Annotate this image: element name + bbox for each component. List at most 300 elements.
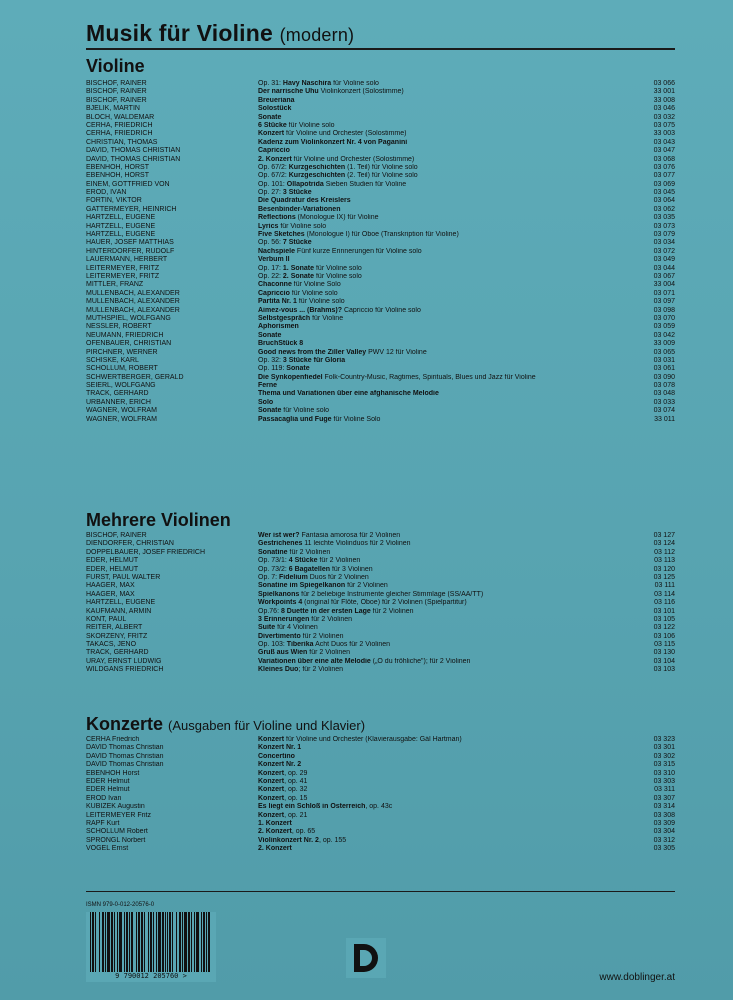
work-name: Nachspiele	[258, 247, 295, 255]
work-description: PWV 12 für Violine	[366, 348, 427, 356]
barcode-bar	[111, 912, 113, 972]
composer-name: ERÖD, IVÁN	[86, 189, 127, 197]
work-description: für 2 Violinen	[317, 557, 361, 565]
work-title	[258, 845, 678, 853]
catalog-number: 03 067	[653, 272, 675, 280]
catalog-number: 03 044	[653, 264, 675, 272]
list-item	[86, 88, 675, 96]
work-name: Konzert	[258, 769, 285, 777]
work-description: für Violine solo	[281, 407, 330, 415]
work-description: für Violine Solo	[331, 415, 381, 423]
work-title	[258, 97, 678, 105]
barcode-bar	[150, 912, 152, 972]
work-description: (Monologue I) für Oboe (Transkription für Violine)	[304, 231, 459, 239]
composer-name: CERHA, FRIEDRICH	[86, 121, 153, 129]
work-name: Breueriana	[258, 96, 295, 104]
footer-rule	[86, 891, 675, 892]
catalog-number: 03 122	[653, 624, 675, 632]
work-name: Konzert Nr. 2	[258, 761, 302, 769]
composer-name: RAPF Kurt	[86, 819, 120, 827]
catalog-number: 03 111	[654, 582, 675, 590]
catalog-number: 03 309	[653, 819, 675, 827]
barcode-bar	[119, 912, 122, 972]
barcode-bar	[138, 912, 140, 972]
work-description: Folk-Country-Music, Ragtimes, Spirituals, Blues und Jazz für Violine	[322, 373, 536, 381]
work-description: , op. 41	[284, 777, 308, 785]
section-heading: Violine	[86, 56, 145, 76]
work-title	[258, 340, 678, 348]
barcode-bar	[90, 912, 91, 972]
work-description: (Monologue IX) für Violine	[295, 214, 379, 222]
list-item	[86, 80, 675, 88]
list-item	[86, 828, 675, 836]
composer-name: OFENBAUER, CHRISTIAN	[86, 340, 172, 348]
catalog-number: 03 106	[653, 632, 675, 640]
work-name: Solo	[258, 398, 274, 406]
section-list	[86, 80, 675, 424]
work-name: 2. Sonate	[282, 272, 315, 280]
work-title	[258, 795, 678, 803]
work-opus: Op. 56:	[258, 239, 283, 247]
work-name: Kurzgeschichten	[288, 172, 346, 180]
catalog-number: 03 042	[653, 331, 675, 339]
work-title	[258, 156, 678, 164]
work-description: für Violine solo	[314, 272, 362, 280]
composer-name: LAUERMANN, HERBERT	[86, 256, 168, 264]
list-item	[86, 206, 675, 214]
work-title	[258, 130, 678, 138]
work-title	[258, 599, 678, 607]
work-name: Aphorismen	[258, 323, 299, 331]
work-title	[258, 633, 678, 641]
work-title	[258, 416, 678, 424]
work-title	[258, 778, 678, 786]
catalog-number: 03 130	[653, 649, 675, 657]
composer-name: MITTLER, FRANZ	[86, 281, 144, 289]
list-item	[86, 298, 675, 306]
catalog-number: 03 065	[653, 348, 675, 356]
catalog-number: 03 079	[653, 231, 675, 239]
list-item	[86, 147, 675, 155]
work-name: Partita Nr. 1	[258, 298, 297, 306]
barcode-bar	[203, 912, 205, 972]
work-title	[258, 231, 678, 239]
list-item	[86, 223, 675, 231]
publisher-url[interactable]: www.doblinger.at	[599, 972, 675, 983]
catalog-number: 03 305	[653, 845, 675, 853]
composer-name: EDER, HELMUT	[86, 557, 139, 565]
work-title	[258, 641, 678, 649]
work-title	[258, 122, 678, 130]
catalog-number: 03 032	[653, 113, 675, 121]
work-description: für 2 Violinen	[309, 615, 353, 623]
work-title	[258, 80, 678, 88]
list-item	[86, 390, 675, 398]
barcode-bar	[208, 912, 210, 972]
list-item	[86, 557, 675, 565]
composer-name: SCHOLLUM Robert	[86, 828, 148, 836]
work-title	[258, 837, 678, 845]
work-name: Die Synkopenfiedel	[258, 373, 323, 381]
barcode-bar	[153, 912, 154, 972]
list-item	[86, 540, 675, 548]
work-name: Sonate	[258, 331, 282, 339]
work-title	[258, 532, 678, 540]
work-opus: Op. 17:	[258, 264, 283, 272]
work-name: Der narrische Uhu	[258, 88, 319, 96]
list-item	[86, 130, 675, 138]
work-title	[258, 307, 678, 315]
list-item	[86, 736, 675, 744]
work-opus: Op.76:	[258, 607, 281, 615]
work-title	[258, 239, 678, 247]
work-name: Chaconne	[258, 281, 292, 289]
barcode-bar	[188, 912, 190, 972]
work-opus: Op. 73/2:	[258, 565, 289, 573]
work-opus: Op. 67/2:	[258, 172, 289, 180]
work-name: Konzert Nr. 1	[258, 744, 302, 752]
work-title	[258, 803, 678, 811]
work-name: Divertimento	[258, 632, 301, 640]
composer-name: MÜLLENBACH, ALEXANDER	[86, 289, 180, 297]
work-title	[258, 298, 678, 306]
catalog-number: 03 301	[653, 744, 675, 752]
barcode-bar	[144, 912, 145, 972]
work-description: für 2 Violinen	[307, 649, 351, 657]
work-description: , op. 21	[284, 811, 308, 819]
work-name: Sonatine im Spiegelkanon	[258, 582, 346, 590]
composer-name: HAAGER, MAX	[86, 590, 135, 598]
work-opus: Op. 101:	[258, 180, 287, 188]
composer-name: EDER Helmut	[86, 786, 130, 794]
work-title	[258, 223, 678, 231]
composer-name: WILDGANS FRIEDRICH	[86, 666, 164, 674]
work-description: , op. 29	[284, 769, 308, 777]
work-title	[258, 273, 678, 281]
catalog-number: 33 003	[653, 130, 675, 138]
catalog-number: 03 101	[653, 607, 675, 615]
barcode-bars	[90, 912, 212, 972]
catalog-number: 03 070	[653, 314, 675, 322]
list-item	[86, 248, 675, 256]
work-title	[258, 582, 678, 590]
work-description: , op. 15	[284, 794, 308, 802]
catalog-number: 03 049	[653, 256, 675, 264]
composer-name: KUBIZEK Augustin	[86, 803, 145, 811]
catalog-number: 03 031	[653, 356, 675, 364]
work-title	[258, 181, 678, 189]
barcode-digits: 9 790012 205760 >	[115, 972, 187, 980]
composer-name: HARTZELL, EUGENE	[86, 214, 156, 222]
composer-name: FÜRST, PAUL WALTER	[86, 573, 161, 581]
work-name: Five Sketches	[258, 231, 305, 239]
work-opus: Op. 73/1:	[258, 557, 289, 565]
catalog-number: 03 072	[653, 247, 675, 255]
composer-name: CERHA Friedrich	[86, 736, 140, 743]
work-title	[258, 357, 678, 365]
work-description: 11 leichte Violinduos für 2 Violinen	[302, 540, 411, 548]
work-opus: Op. 22:	[258, 272, 283, 280]
work-title	[258, 770, 678, 778]
list-item	[86, 416, 675, 424]
work-name: Kleines Duo	[258, 666, 299, 674]
work-title	[258, 624, 678, 632]
list-item	[86, 231, 675, 239]
catalog-number: 33 009	[653, 340, 675, 348]
composer-name: VOGEL Ernst	[86, 845, 129, 853]
work-description: Violinkonzert (Solostimme)	[318, 88, 404, 96]
work-title	[258, 407, 678, 415]
work-title	[258, 315, 678, 323]
work-description: (2. Teil) für Violine solo	[345, 172, 418, 180]
composer-name: SCHOLLUM, ROBERT	[86, 365, 158, 373]
list-item	[86, 666, 675, 674]
work-title	[258, 658, 678, 666]
barcode-bar	[148, 912, 149, 972]
work-title	[258, 549, 678, 557]
catalog-number: 03 103	[653, 666, 675, 674]
work-name: Gruß aus Wien	[258, 649, 308, 657]
list-item	[86, 753, 675, 761]
barcode-bar	[126, 912, 128, 972]
composer-name: HARTZELL, EUGENE	[86, 599, 156, 607]
work-name: Concertino	[258, 752, 295, 760]
work-name: Capriccio	[258, 289, 290, 297]
list-item	[86, 624, 675, 632]
catalog-number: 03 035	[653, 214, 675, 222]
composer-name: HAUER, JOSEF MATTHIAS	[86, 239, 174, 247]
catalog-number: 03 077	[653, 172, 675, 180]
work-name: Besenbinder-Variationen	[258, 205, 341, 213]
list-item	[86, 574, 675, 582]
work-description: (original für Flöte, Oboe) für 2 Violinen (Spielpartitur)	[302, 599, 467, 607]
work-opus: Op. 7:	[258, 573, 280, 581]
composer-name: EINEM, GOTTFRIED VON	[86, 180, 170, 188]
barcode-bar	[162, 912, 164, 972]
work-name: Variationen über eine alte Melodie	[258, 657, 371, 665]
catalog-number: 03 114	[654, 590, 675, 598]
work-description: Duos für 2 Violinen	[307, 573, 369, 581]
barcode-bar	[201, 912, 202, 972]
work-name: Konzert	[258, 811, 285, 819]
composer-name: WAGNER, WOLFRAM	[86, 415, 157, 423]
list-item	[86, 374, 675, 382]
work-title	[258, 147, 678, 155]
work-name: 2. Konzert	[258, 155, 292, 163]
catalog-number: 03 124	[653, 540, 675, 548]
composer-name: EBENHÖH, HORST	[86, 172, 150, 180]
catalog-number: 03 304	[653, 828, 675, 836]
list-item	[86, 365, 675, 373]
list-item	[86, 139, 675, 147]
composer-name: NESSLER, ROBERT	[86, 323, 152, 331]
composer-name: EDER Helmut	[86, 777, 130, 785]
barcode-bar	[167, 912, 168, 972]
work-description: Acht Duos für 2 Violinen	[313, 641, 391, 649]
work-description: Sieben Studien für Violine	[323, 180, 407, 188]
work-title	[258, 736, 678, 744]
list-item	[86, 349, 675, 357]
barcode-bar	[92, 912, 94, 972]
composer-name: DOPPELBAUER, JOSEF FRIEDRICH	[86, 548, 206, 556]
work-title	[258, 189, 678, 197]
composer-name: SCHISKE, KARL	[86, 356, 139, 364]
catalog-number: 03 045	[653, 189, 675, 197]
catalog-number: 03 323	[653, 736, 675, 743]
composer-name: KAUFMANN, ARMIN	[86, 607, 152, 615]
work-name: Good news from the Ziller Valley	[258, 348, 367, 356]
composer-name: BISCHOF, RAINER	[86, 88, 147, 96]
work-description: für 2 Violinen	[345, 582, 388, 590]
composer-name: CERHA, FRIEDRICH	[86, 130, 153, 138]
composer-name: BLOCH, WALDEMAR	[86, 113, 155, 121]
catalog-number: 03 075	[653, 121, 675, 129]
work-description: für Violine Solo	[291, 281, 341, 289]
list-item	[86, 812, 675, 820]
list-item	[86, 641, 675, 649]
list-item	[86, 582, 675, 590]
barcode-bar	[107, 912, 110, 972]
list-item	[86, 549, 675, 557]
work-name: Tiberika	[286, 641, 314, 649]
composer-name: MUTHSPIEL, WOLFGANG	[86, 314, 171, 322]
publisher-logo-icon	[346, 938, 386, 978]
barcode-bar	[169, 912, 171, 972]
work-description: für 2 Violinen	[287, 548, 331, 556]
barcode-bar	[179, 912, 181, 972]
barcode-bar	[114, 912, 115, 972]
work-description: (1. Teil) für Violine solo	[345, 163, 418, 171]
composer-name: BISCHOF, RAINER	[86, 80, 147, 87]
list-item	[86, 273, 675, 281]
work-name: 2. Konzert	[258, 845, 292, 853]
work-name: 1. Sonate	[282, 264, 315, 272]
work-description: , op. 43c	[365, 803, 393, 811]
work-title	[258, 349, 678, 357]
list-item	[86, 786, 675, 794]
list-item	[86, 770, 675, 778]
work-name: Die Quadratur des Kreislers	[258, 197, 351, 205]
work-name: Kurzgeschichten	[288, 163, 346, 171]
barcode-bar	[95, 912, 96, 972]
composer-name: EBENHÖH Horst	[86, 769, 140, 777]
work-description: ; für 2 Violinen	[298, 666, 344, 674]
work-description: , op. 65	[291, 828, 316, 836]
composer-name: MÜLLENBACH, ALEXANDER	[86, 306, 180, 314]
work-title	[258, 786, 678, 794]
barcode-bar	[182, 912, 183, 972]
work-name: 3 Stücke für Gloria	[282, 356, 346, 364]
list-item	[86, 399, 675, 407]
list-item	[86, 181, 675, 189]
work-title	[258, 172, 678, 180]
work-name: BruchStück 8	[258, 340, 304, 348]
composer-name: SPRONGL Norbert	[86, 836, 146, 844]
composer-name: EDER, HELMUT	[86, 565, 139, 573]
work-description: für Violine solo	[331, 80, 379, 87]
composer-name: GATTERMEYER, HEINRICH	[86, 205, 177, 213]
catalog-number: 03 034	[653, 239, 675, 247]
catalog-number: 03 074	[653, 407, 675, 415]
work-title	[258, 399, 678, 407]
work-title	[258, 365, 678, 373]
list-item	[86, 761, 675, 769]
work-opus: Op. 27:	[258, 189, 283, 197]
section-heading: Mehrere Violinen	[86, 510, 231, 530]
work-opus: Op. 119:	[258, 365, 287, 373]
list-item	[86, 803, 675, 811]
work-title	[258, 139, 678, 147]
composer-name: URBANNER, ERICH	[86, 398, 151, 406]
work-name: Thema und Variationen über eine afghanische Melodie	[258, 390, 439, 398]
list-item	[86, 820, 675, 828]
composer-name: DAVID, THOMAS CHRISTIAN	[86, 155, 181, 163]
work-title	[258, 820, 678, 828]
composer-name: HARTZELL, EUGENE	[86, 222, 156, 230]
composer-name: DAVID, THOMAS CHRISTIAN	[86, 147, 181, 155]
work-title	[258, 666, 678, 674]
composer-name: SEIERL, WOLFGANG	[86, 382, 156, 390]
barcode-bar	[176, 912, 177, 972]
composer-name: DAVID Thomas Christian	[86, 752, 164, 760]
catalog-number: 03 312	[653, 836, 675, 844]
work-title	[258, 382, 678, 390]
list-item	[86, 658, 675, 666]
catalog-number: 03 308	[653, 811, 675, 819]
barcode	[86, 912, 216, 982]
work-name: 6 Stücke	[258, 121, 287, 129]
work-name: Ferne	[258, 382, 278, 390]
composer-name: HINTERDORFER, RUDOLF	[86, 247, 175, 255]
work-name: Kadenz zum Violinkonzert Nr. 4 von Paganini	[258, 138, 408, 146]
list-item	[86, 407, 675, 415]
catalog-number: 03 068	[653, 155, 675, 163]
list-item	[86, 532, 675, 540]
list-item	[86, 778, 675, 786]
catalog-number: 33 011	[654, 415, 675, 423]
work-description: für 2 Violinen	[370, 607, 414, 615]
list-item	[86, 214, 675, 222]
work-opus: Op. 67/2:	[258, 163, 289, 171]
composer-name: URAY, ERNST LUDWIG	[86, 657, 162, 665]
composer-name: PIRCHNER, WERNER	[86, 348, 158, 356]
work-description: für Violine und Orchester (Klavierausgabe: Gál Hartman)	[284, 736, 462, 743]
work-description: für 2 beliebige Instrumente gleicher Stimmlage (SS/AA/TT)	[299, 590, 484, 598]
work-description: für 2 Violinen	[300, 632, 344, 640]
list-item	[86, 357, 675, 365]
section-heading: Konzerte (Ausgaben für Violine und Klavier)	[86, 714, 366, 734]
catalog-number: 03 310	[653, 769, 675, 777]
work-name: Konzert	[258, 736, 285, 743]
isbn-text: ISMN 979-0-012-20576-0	[86, 902, 155, 908]
work-name: Fidelium	[279, 573, 308, 581]
work-name: Konzert	[258, 794, 285, 802]
work-title	[258, 105, 678, 113]
list-item	[86, 845, 675, 853]
catalog-number: 03 047	[653, 147, 675, 155]
list-item	[86, 97, 675, 105]
section-list	[86, 532, 675, 675]
catalog-number: 03 112	[654, 548, 675, 556]
work-name: Es liegt ein Schloß in Österreich	[258, 803, 366, 811]
composer-name: DIENDORFER, CHRISTIAN	[86, 540, 174, 548]
work-name: Havy Naschira	[282, 80, 332, 87]
work-title	[258, 574, 678, 582]
catalog-number: 03 104	[653, 657, 675, 665]
list-item	[86, 332, 675, 340]
catalog-number: 03 064	[653, 197, 675, 205]
composer-name: HAAGER, MAX	[86, 582, 135, 590]
